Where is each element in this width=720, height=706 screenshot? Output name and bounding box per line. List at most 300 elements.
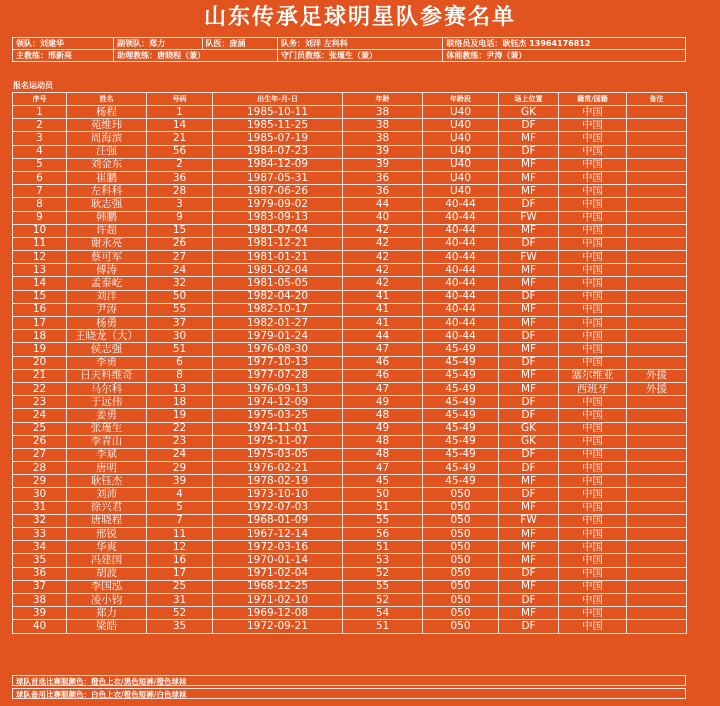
cell-name: 日夫科维奇 bbox=[67, 369, 147, 382]
cell-remark bbox=[627, 264, 687, 277]
cell-nationality: 中国 bbox=[559, 185, 627, 198]
cell-remark bbox=[627, 580, 687, 593]
cell-position: MF bbox=[499, 158, 559, 171]
cell-birthdate: 1973-10-10 bbox=[213, 488, 343, 501]
team-leader: 领队：刘建华 bbox=[13, 38, 114, 50]
cell-name: 郑力 bbox=[67, 607, 147, 620]
cell-jersey: 37 bbox=[147, 317, 213, 330]
cell-age: 47 bbox=[343, 382, 423, 395]
cell-nationality: 中国 bbox=[559, 343, 627, 356]
cell-name: 马尔科 bbox=[67, 382, 147, 395]
table-row bbox=[13, 593, 687, 606]
cell-position: GK bbox=[499, 422, 559, 435]
cell-nationality: 中国 bbox=[559, 514, 627, 527]
table-row bbox=[13, 462, 687, 475]
cell-age: 39 bbox=[343, 158, 423, 171]
table-row bbox=[13, 145, 687, 158]
cell-name: 周海滨 bbox=[67, 132, 147, 145]
table-row bbox=[13, 580, 687, 593]
cell-position: DF bbox=[499, 448, 559, 461]
cell-number: 26 bbox=[13, 435, 67, 448]
cell-age-group: 40-44 bbox=[423, 211, 499, 224]
cell-name: 刘沛 bbox=[67, 488, 147, 501]
cell-name: 邢锐 bbox=[67, 528, 147, 541]
cell-age: 46 bbox=[343, 356, 423, 369]
table-row bbox=[13, 501, 687, 514]
cell-age-group: 45-49 bbox=[423, 343, 499, 356]
cell-nationality: 中国 bbox=[559, 277, 627, 290]
cell-birthdate: 1969-12-08 bbox=[213, 607, 343, 620]
cell-age-group: 40-44 bbox=[423, 303, 499, 316]
cell-position: GK bbox=[499, 435, 559, 448]
cell-number: 11 bbox=[13, 237, 67, 250]
cell-birthdate: 1975-03-25 bbox=[213, 409, 343, 422]
cell-age-group: 40-44 bbox=[423, 330, 499, 343]
cell-nationality: 中国 bbox=[559, 330, 627, 343]
cell-name: 崔鹏 bbox=[67, 171, 147, 184]
cell-age-group: U40 bbox=[423, 132, 499, 145]
cell-name: 韩鹏 bbox=[67, 211, 147, 224]
table-row bbox=[13, 303, 687, 316]
cell-age-group: U40 bbox=[423, 145, 499, 158]
cell-remark bbox=[627, 409, 687, 422]
primary-kit-colors: 球队首选比赛服颜色：橙色上衣/黑色短裤/橙色球袜 bbox=[12, 675, 686, 686]
table-row bbox=[13, 620, 687, 633]
cell-birthdate: 1984-07-23 bbox=[213, 145, 343, 158]
cell-name: 华爽 bbox=[67, 541, 147, 554]
cell-position: FW bbox=[499, 211, 559, 224]
cell-birthdate: 1979-09-02 bbox=[213, 198, 343, 211]
cell-name: 李斌 bbox=[67, 448, 147, 461]
cell-remark bbox=[627, 317, 687, 330]
cell-age: 42 bbox=[343, 251, 423, 264]
cell-jersey: 25 bbox=[147, 580, 213, 593]
cell-remark bbox=[627, 303, 687, 316]
cell-nationality: 中国 bbox=[559, 356, 627, 369]
cell-number: 2 bbox=[13, 119, 67, 132]
table-row bbox=[13, 369, 687, 382]
cell-age: 38 bbox=[343, 106, 423, 119]
cell-number: 32 bbox=[13, 514, 67, 527]
table-row bbox=[13, 435, 687, 448]
table-row bbox=[13, 514, 687, 527]
cell-number: 5 bbox=[13, 158, 67, 171]
team-affairs: 队务：刘洋 左科科 bbox=[277, 38, 442, 50]
cell-birthdate: 1976-02-21 bbox=[213, 462, 343, 475]
cell-jersey: 21 bbox=[147, 132, 213, 145]
cell-position: DF bbox=[499, 567, 559, 580]
cell-name: 李青山 bbox=[67, 435, 147, 448]
cell-name: 苑维玮 bbox=[67, 119, 147, 132]
cell-age: 56 bbox=[343, 528, 423, 541]
cell-nationality: 中国 bbox=[559, 580, 627, 593]
cell-position: MF bbox=[499, 501, 559, 514]
cell-jersey: 56 bbox=[147, 145, 213, 158]
table-row bbox=[13, 119, 687, 132]
cell-birthdate: 1975-03-05 bbox=[213, 448, 343, 461]
cell-name: 侯志强 bbox=[67, 343, 147, 356]
page-title: 山东传承足球明星队参赛名单 bbox=[203, 5, 516, 30]
cell-name: 杨勇 bbox=[67, 317, 147, 330]
cell-age-group: 45-49 bbox=[423, 382, 499, 395]
cell-number: 8 bbox=[13, 198, 67, 211]
cell-position: MF bbox=[499, 554, 559, 567]
header-cell: 出生年-月-日 bbox=[213, 93, 343, 106]
cell-jersey: 27 bbox=[147, 251, 213, 264]
table-row bbox=[13, 607, 687, 620]
cell-jersey: 26 bbox=[147, 237, 213, 250]
cell-nationality: 中国 bbox=[559, 462, 627, 475]
cell-birthdate: 1972-07-03 bbox=[213, 501, 343, 514]
cell-age-group: U40 bbox=[423, 119, 499, 132]
cell-nationality: 中国 bbox=[559, 251, 627, 264]
cell-jersey: 30 bbox=[147, 330, 213, 343]
cell-name: 唐晓程 bbox=[67, 514, 147, 527]
cell-age-group: 45-49 bbox=[423, 356, 499, 369]
cell-age-group: 050 bbox=[423, 567, 499, 580]
cell-age: 48 bbox=[343, 448, 423, 461]
cell-position: FW bbox=[499, 251, 559, 264]
cell-position: DF bbox=[499, 593, 559, 606]
cell-age-group: 050 bbox=[423, 528, 499, 541]
cell-nationality: 塞尔维亚 bbox=[559, 369, 627, 382]
cell-age: 39 bbox=[343, 145, 423, 158]
cell-remark bbox=[627, 528, 687, 541]
cell-position: DF bbox=[499, 198, 559, 211]
cell-age-group: U40 bbox=[423, 171, 499, 184]
cell-birthdate: 1976-09-13 bbox=[213, 382, 343, 395]
cell-jersey: 24 bbox=[147, 448, 213, 461]
cell-number: 35 bbox=[13, 554, 67, 567]
cell-number: 12 bbox=[13, 251, 67, 264]
cell-remark bbox=[627, 198, 687, 211]
cell-age: 42 bbox=[343, 277, 423, 290]
cell-age-group: U40 bbox=[423, 185, 499, 198]
cell-jersey: 2 bbox=[147, 158, 213, 171]
cell-name: 蔡可军 bbox=[67, 251, 147, 264]
cell-nationality: 中国 bbox=[559, 224, 627, 237]
cell-number: 18 bbox=[13, 330, 67, 343]
cell-nationality: 中国 bbox=[559, 198, 627, 211]
cell-birthdate: 1984-12-09 bbox=[213, 158, 343, 171]
cell-jersey: 28 bbox=[147, 185, 213, 198]
cell-birthdate: 1985-11-25 bbox=[213, 119, 343, 132]
cell-age: 42 bbox=[343, 237, 423, 250]
cell-remark: 外援 bbox=[627, 369, 687, 382]
cell-remark bbox=[627, 593, 687, 606]
cell-birthdate: 1979-01-24 bbox=[213, 330, 343, 343]
cell-position: DF bbox=[499, 409, 559, 422]
cell-number: 4 bbox=[13, 145, 67, 158]
table-row bbox=[13, 356, 687, 369]
cell-remark bbox=[627, 211, 687, 224]
cell-number: 33 bbox=[13, 528, 67, 541]
cell-nationality: 中国 bbox=[559, 396, 627, 409]
cell-birthdate: 1977-07-28 bbox=[213, 369, 343, 382]
cell-age-group: 45-49 bbox=[423, 448, 499, 461]
cell-remark bbox=[627, 185, 687, 198]
cell-jersey: 29 bbox=[147, 462, 213, 475]
cell-position: MF bbox=[499, 475, 559, 488]
cell-jersey: 24 bbox=[147, 264, 213, 277]
cell-name: 唐明 bbox=[67, 462, 147, 475]
table-row bbox=[13, 396, 687, 409]
cell-nationality: 中国 bbox=[559, 567, 627, 580]
table-row bbox=[13, 422, 687, 435]
cell-age: 42 bbox=[343, 224, 423, 237]
cell-birthdate: 1971-02-04 bbox=[213, 567, 343, 580]
cell-age-group: 050 bbox=[423, 488, 499, 501]
header-cell: 号码 bbox=[147, 93, 213, 106]
cell-name: 孟泰屹 bbox=[67, 277, 147, 290]
cell-position: DF bbox=[499, 356, 559, 369]
cell-birthdate: 1982-01-27 bbox=[213, 317, 343, 330]
cell-nationality: 中国 bbox=[559, 501, 627, 514]
roster-body bbox=[13, 106, 687, 634]
cell-age-group: 45-49 bbox=[423, 435, 499, 448]
cell-age: 36 bbox=[343, 171, 423, 184]
cell-nationality: 中国 bbox=[559, 593, 627, 606]
cell-name: 许超 bbox=[67, 224, 147, 237]
cell-remark bbox=[627, 343, 687, 356]
table-row bbox=[13, 158, 687, 171]
cell-remark bbox=[627, 435, 687, 448]
cell-birthdate: 1970-01-14 bbox=[213, 554, 343, 567]
cell-name: 徐兴君 bbox=[67, 501, 147, 514]
cell-nationality: 中国 bbox=[559, 119, 627, 132]
cell-nationality: 中国 bbox=[559, 475, 627, 488]
cell-position: DF bbox=[499, 488, 559, 501]
cell-birthdate: 1977-10-13 bbox=[213, 356, 343, 369]
cell-age-group: 45-49 bbox=[423, 396, 499, 409]
cell-age: 38 bbox=[343, 119, 423, 132]
cell-remark bbox=[627, 132, 687, 145]
cell-age: 42 bbox=[343, 264, 423, 277]
cell-age: 47 bbox=[343, 462, 423, 475]
cell-jersey: 17 bbox=[147, 567, 213, 580]
cell-jersey: 35 bbox=[147, 620, 213, 633]
table-row bbox=[13, 106, 687, 119]
table-row bbox=[13, 251, 687, 264]
cell-name: 胡波 bbox=[67, 567, 147, 580]
cell-position: GK bbox=[499, 106, 559, 119]
cell-name: 梁皓 bbox=[67, 620, 147, 633]
cell-name: 傅涛 bbox=[67, 264, 147, 277]
cell-birthdate: 1981-07-04 bbox=[213, 224, 343, 237]
table-row bbox=[13, 171, 687, 184]
cell-age: 49 bbox=[343, 422, 423, 435]
cell-jersey: 9 bbox=[147, 211, 213, 224]
table-row bbox=[13, 237, 687, 250]
cell-nationality: 中国 bbox=[559, 528, 627, 541]
cell-age: 48 bbox=[343, 435, 423, 448]
cell-number: 13 bbox=[13, 264, 67, 277]
cell-number: 29 bbox=[13, 475, 67, 488]
cell-position: MF bbox=[499, 580, 559, 593]
cell-nationality: 中国 bbox=[559, 145, 627, 158]
table-row bbox=[13, 567, 687, 580]
cell-remark bbox=[627, 330, 687, 343]
cell-age-group: 40-44 bbox=[423, 264, 499, 277]
cell-jersey: 22 bbox=[147, 422, 213, 435]
table-row bbox=[13, 198, 687, 211]
cell-remark bbox=[627, 541, 687, 554]
cell-remark bbox=[627, 396, 687, 409]
cell-position: DF bbox=[499, 462, 559, 475]
cell-age: 51 bbox=[343, 501, 423, 514]
cell-birthdate: 1972-09-21 bbox=[213, 620, 343, 633]
cell-birthdate: 1983-09-13 bbox=[213, 211, 343, 224]
cell-jersey: 23 bbox=[147, 435, 213, 448]
cell-jersey: 6 bbox=[147, 356, 213, 369]
cell-jersey: 32 bbox=[147, 277, 213, 290]
cell-age: 52 bbox=[343, 567, 423, 580]
cell-number: 34 bbox=[13, 541, 67, 554]
cell-nationality: 西班牙 bbox=[559, 382, 627, 395]
cell-birthdate: 1981-12-21 bbox=[213, 237, 343, 250]
cell-jersey: 19 bbox=[147, 409, 213, 422]
cell-jersey: 4 bbox=[147, 488, 213, 501]
cell-jersey: 7 bbox=[147, 514, 213, 527]
table-row bbox=[13, 132, 687, 145]
cell-birthdate: 1967-12-14 bbox=[213, 528, 343, 541]
cell-number: 30 bbox=[13, 488, 67, 501]
cell-jersey: 51 bbox=[147, 343, 213, 356]
cell-nationality: 中国 bbox=[559, 541, 627, 554]
cell-age-group: 050 bbox=[423, 607, 499, 620]
cell-age-group: 050 bbox=[423, 501, 499, 514]
cell-number: 3 bbox=[13, 132, 67, 145]
cell-age-group: 40-44 bbox=[423, 237, 499, 250]
cell-name: 耿志强 bbox=[67, 198, 147, 211]
cell-birthdate: 1975-11-07 bbox=[213, 435, 343, 448]
cell-age: 51 bbox=[343, 620, 423, 633]
cell-remark bbox=[627, 237, 687, 250]
cell-nationality: 中国 bbox=[559, 303, 627, 316]
cell-jersey: 5 bbox=[147, 501, 213, 514]
cell-name: 刘洋 bbox=[67, 290, 147, 303]
cell-number: 37 bbox=[13, 580, 67, 593]
cell-name: 汪强 bbox=[67, 145, 147, 158]
cell-remark bbox=[627, 422, 687, 435]
cell-jersey: 14 bbox=[147, 119, 213, 132]
cell-number: 16 bbox=[13, 303, 67, 316]
staff-row bbox=[13, 50, 686, 62]
cell-jersey: 16 bbox=[147, 554, 213, 567]
cell-remark bbox=[627, 501, 687, 514]
cell-age-group: 40-44 bbox=[423, 198, 499, 211]
cell-nationality: 中国 bbox=[559, 132, 627, 145]
cell-remark bbox=[627, 171, 687, 184]
cell-birthdate: 1982-10-17 bbox=[213, 303, 343, 316]
header-cell: 序号 bbox=[13, 93, 67, 106]
header-cell: 年龄 bbox=[343, 93, 423, 106]
cell-number: 6 bbox=[13, 171, 67, 184]
cell-remark bbox=[627, 356, 687, 369]
cell-number: 25 bbox=[13, 422, 67, 435]
cell-position: DF bbox=[499, 119, 559, 132]
cell-jersey: 12 bbox=[147, 541, 213, 554]
cell-nationality: 中国 bbox=[559, 264, 627, 277]
cell-jersey: 55 bbox=[147, 303, 213, 316]
cell-age-group: 45-49 bbox=[423, 475, 499, 488]
header-cell: 年龄段 bbox=[423, 93, 499, 106]
cell-number: 40 bbox=[13, 620, 67, 633]
cell-number: 17 bbox=[13, 317, 67, 330]
cell-position: FW bbox=[499, 514, 559, 527]
cell-remark bbox=[627, 462, 687, 475]
cell-birthdate: 1985-10-11 bbox=[213, 106, 343, 119]
cell-jersey: 15 bbox=[147, 224, 213, 237]
table-row bbox=[13, 488, 687, 501]
cell-birthdate: 1974-11-01 bbox=[213, 422, 343, 435]
table-row bbox=[13, 409, 687, 422]
cell-position: DF bbox=[499, 396, 559, 409]
cell-name: 张瑾生 bbox=[67, 422, 147, 435]
cell-age-group: 050 bbox=[423, 554, 499, 567]
header-cell: 籍贯/国籍 bbox=[559, 93, 627, 106]
cell-nationality: 中国 bbox=[559, 317, 627, 330]
table-row bbox=[13, 317, 687, 330]
cell-age: 48 bbox=[343, 409, 423, 422]
cell-jersey: 3 bbox=[147, 198, 213, 211]
cell-position: MF bbox=[499, 264, 559, 277]
cell-age: 40 bbox=[343, 211, 423, 224]
cell-age-group: 45-49 bbox=[423, 422, 499, 435]
cell-birthdate: 1982-04-20 bbox=[213, 290, 343, 303]
section-label: 报名运动员 bbox=[13, 81, 53, 90]
cell-remark bbox=[627, 488, 687, 501]
cell-age: 52 bbox=[343, 593, 423, 606]
table-row bbox=[13, 185, 687, 198]
cell-position: DF bbox=[499, 145, 559, 158]
cell-birthdate: 1976-08-30 bbox=[213, 343, 343, 356]
cell-age: 44 bbox=[343, 330, 423, 343]
header-cell: 姓名 bbox=[67, 93, 147, 106]
cell-position: DF bbox=[499, 330, 559, 343]
alternate-kit-colors: 球队备用比赛服颜色：白色上衣/橙色短裤/白色球袜 bbox=[12, 688, 686, 699]
cell-name: 姜勇 bbox=[67, 409, 147, 422]
cell-jersey: 1 bbox=[147, 106, 213, 119]
cell-number: 24 bbox=[13, 409, 67, 422]
cell-age: 38 bbox=[343, 132, 423, 145]
cell-number: 22 bbox=[13, 382, 67, 395]
cell-age-group: 050 bbox=[423, 593, 499, 606]
fitness-coach: 体能教练：尹涛（兼） bbox=[443, 50, 686, 62]
cell-age-group: U40 bbox=[423, 158, 499, 171]
cell-position: DF bbox=[499, 290, 559, 303]
cell-name: 王晓龙（大） bbox=[67, 330, 147, 343]
cell-jersey: 52 bbox=[147, 607, 213, 620]
cell-age: 47 bbox=[343, 343, 423, 356]
cell-position: MF bbox=[499, 317, 559, 330]
cell-number: 1 bbox=[13, 106, 67, 119]
cell-position: MF bbox=[499, 528, 559, 541]
cell-position: MF bbox=[499, 224, 559, 237]
cell-age-group: 050 bbox=[423, 580, 499, 593]
cell-name: 冯建国 bbox=[67, 554, 147, 567]
cell-remark bbox=[627, 145, 687, 158]
cell-position: MF bbox=[499, 369, 559, 382]
cell-nationality: 中国 bbox=[559, 435, 627, 448]
cell-number: 10 bbox=[13, 224, 67, 237]
cell-birthdate: 1972-03-16 bbox=[213, 541, 343, 554]
deputy-leader: 副领队：郑力 bbox=[114, 38, 202, 50]
cell-age: 50 bbox=[343, 488, 423, 501]
cell-jersey: 18 bbox=[147, 396, 213, 409]
cell-age-group: 050 bbox=[423, 541, 499, 554]
cell-age-group: 050 bbox=[423, 514, 499, 527]
